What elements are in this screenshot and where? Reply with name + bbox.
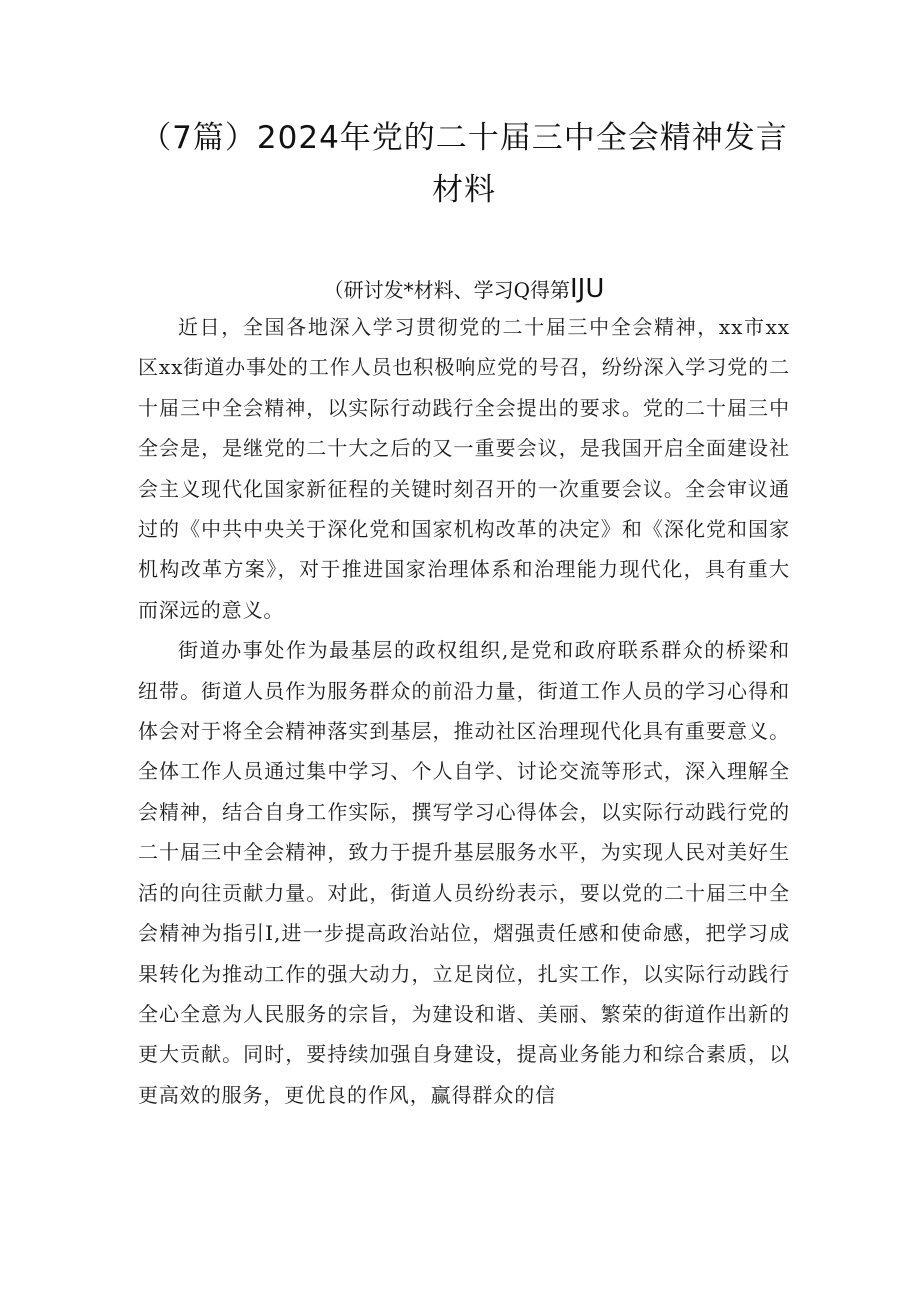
paragraph-2: 街道办事处作为最基层的政权组织,是党和政府联系群众的桥梁和纽带。街道人员作为服务群众的前沿力量，街道工作人员的学习心得和体会对于将全会精神落实到基层，推动社区治理现代化具有重要意义。全体工作人员通过集中学习、个人自学、讨论交流等形式，深入理解全会精神，结合自身工作实际，撰写学习心得体会，以实际行动践行党的二十届三中全会精神，致力于提升基层服务水平，为实现人民对美好生活的向往贡献力量。对此，街道人员纷纷表示，要以党的二十届三中全会精神为指引I,进一步提高政治站位，熠强责任感和使命感，把学习成果转化为推动工作的强大动力，立足岗位，扎实工作，以实际行动践行全心全意为人民服务的宗旨，为建设和谐、美丽、繁荣的街道作出新的更大贡献。同时，要持续加强自身建设，提高业务能力和综合素质，以更高效的服务，更优良的作风，赢得群众的信 <box>138 638 790 1107</box>
document-title: （7篇）2024年党的二十届三中全会精神发言材料 <box>140 120 788 208</box>
subtitle-tail: IJU <box>570 274 605 304</box>
document-subtitle <box>138 274 790 305</box>
paragraph-1: 近日，全国各地深入学习贯彻党的二十届三中全会精神，xx市xx区xx街道办事处的工作人员也积极响应党的号召，纷纷深入学习党的二十届三中全会精神，以实际行动践行全会提出的要求。党的二十届三中全会是，是继党的二十大之后的又一重要会议，是我国开启全面建设社会主义现代化国家新征程的关键时刻召开的一次重要会议。全会审议通过的《中共中央关于深化党和国家机构改革的决定》和《深化党和国家机构改革方案》，对于推进国家治理体系和治理能力现代化，具有重大而深远的意义。 <box>138 315 790 622</box>
subtitle-text: （研讨发*材料、学习Q得第 <box>323 278 571 302</box>
